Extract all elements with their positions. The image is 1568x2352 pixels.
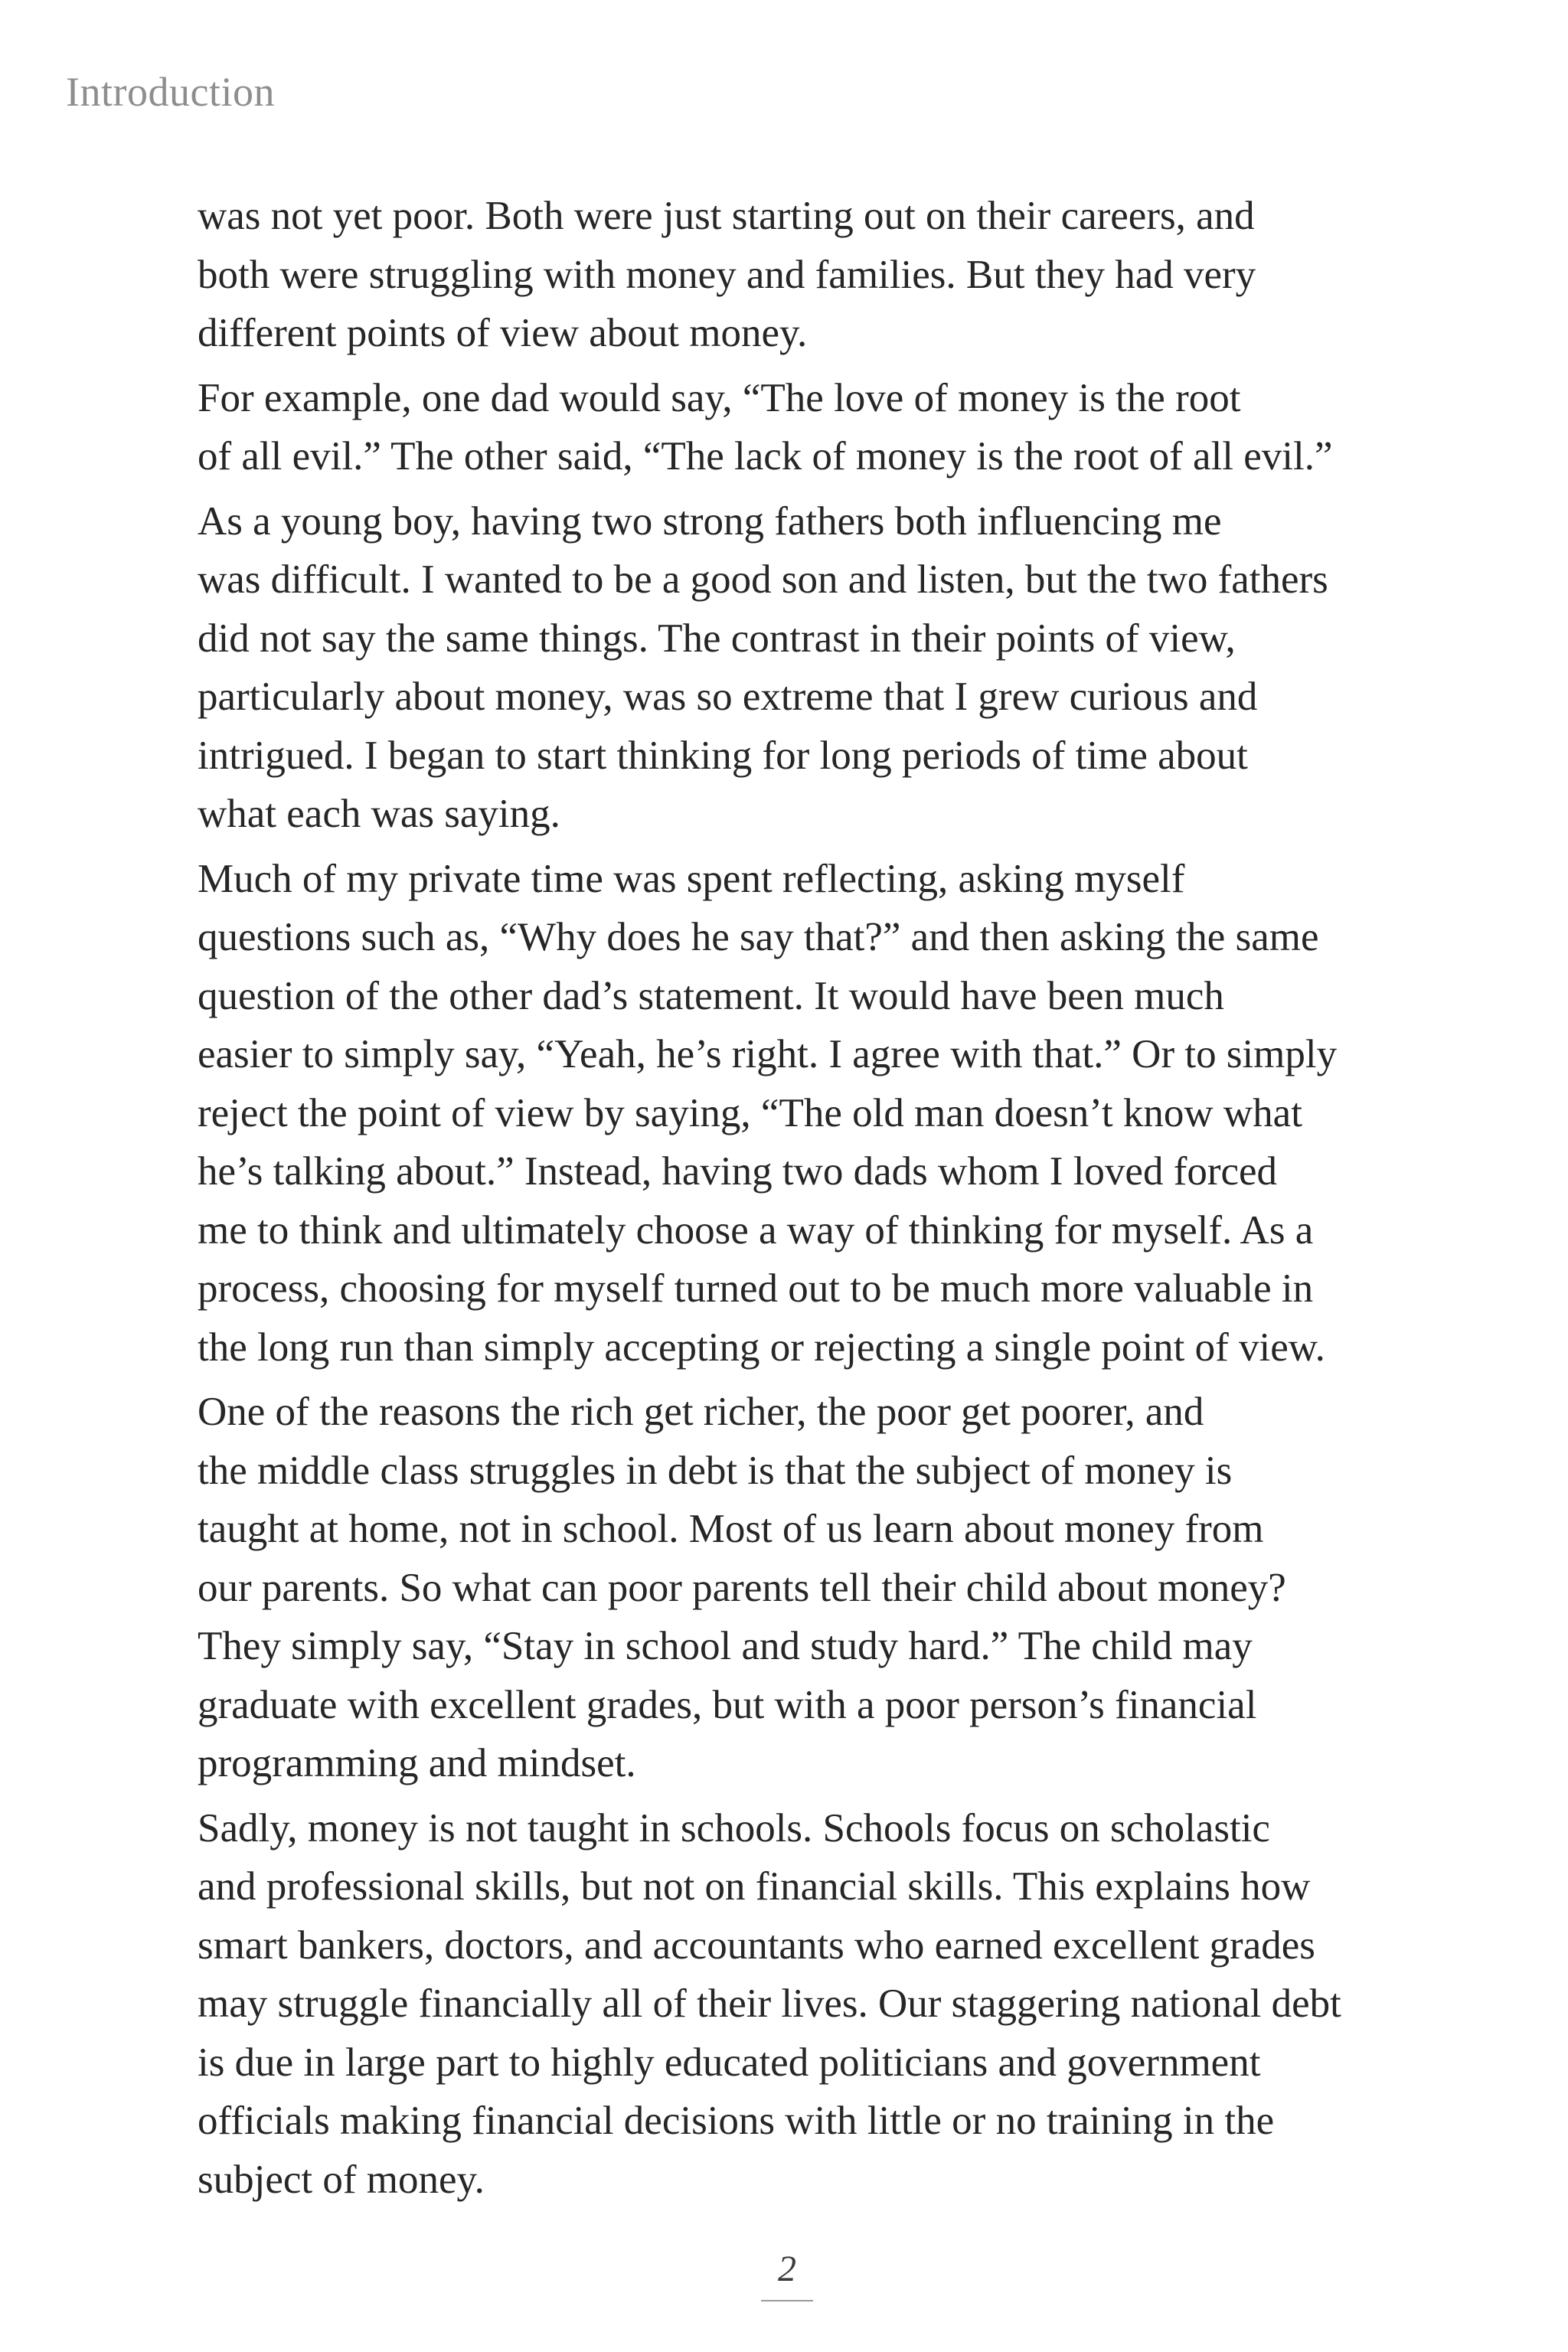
paragraph: was not yet poor. Both were just starting out on their careers, and both were struggling with money and families. But they had very different points of view about money. <box>198 194 1256 355</box>
paragraph: Sadly, money is not taught in schools. Schools focus on scholastic and professional skills, but not on financial skills. This explains how smart bankers, doctors, and accountants who earned excellent grades may struggle financially all of their lives. Our staggering national debt is due in large part to highly educated politicians and government officials making financial decisions with little or no training in the subject of money. <box>198 1805 1341 2202</box>
running-header-title: Introduction <box>66 69 275 115</box>
footer-rule <box>761 2300 813 2301</box>
body-text <box>198 187 1377 2209</box>
paragraph: One of the reasons the rich get richer, the poor get poorer, and the middle class struggles in debt is that the subject of money is taught at home, not in school. Most of us learn about money from our parents. So what can poor parents tell their child about money? They simply say, “Stay in school and study hard.” The child may graduate with excellent grades, but with a poor person’s financial programming and mindset. <box>198 1390 1286 1785</box>
paragraph: As a young boy, having two strong fathers both influencing me was difficult. I wanted to be a good son and listen, but the two fathers did not say the same things. The contrast in their points of view, particularly about money, was so extreme that I grew curious and intrigued. I began to start thinking for long periods of time about what each was saying. <box>198 498 1328 836</box>
page-number: 2 <box>778 2249 796 2289</box>
paragraph: Much of my private time was spent reflecting, asking myself questions such as, “Why does he say that?” and then asking the same question of the other dad’s statement. It would have been much easier to simply say, “Yeah, he’s right. I agree with that.” Or to simply reject the point of view by saying, “The old man doesn’t know what he’s talking about.” Instead, having two dads whom I loved forced me to think and ultimately choose a way of thinking for myself. As a process, choosing for myself turned out to be much more valuable in the long run than simply accepting or rejecting a single point of view. <box>198 856 1338 1370</box>
paragraph: For example, one dad would say, “The love of money is the root of all evil.” The other said, “The lack of money is the root of all evil.” <box>198 375 1333 479</box>
page-footer <box>761 2246 813 2301</box>
